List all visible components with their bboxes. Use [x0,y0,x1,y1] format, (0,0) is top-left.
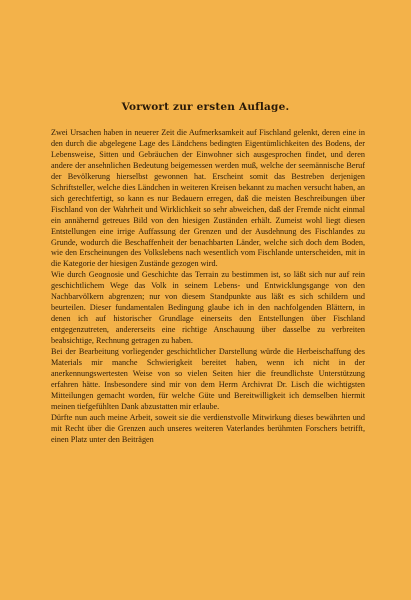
paragraph: Dürfte nun auch meine Arbeit, soweit sie die verdienstvolle Mitwirkung dieses bewährten und mit Recht über die Grenzen auch unseres weiteren Vaterlandes berühmten Forschers betrifft, einen Platz unter den Beiträgen [51,412,365,444]
paragraph: Bei der Bearbeitung vorliegender geschichtlicher Darstellung würde die Herbeischaffung des Materials mir manche Schwierigkeit bereitet haben, wenn ich nicht in der anerkennungswertesten Weise von so vielen Seiten hier die freundlichste Unterstützung erfahren hätte. Insbesondere sind mir von dem Herrn Archivrat Dr. Lisch die wichtigsten Mitteilungen gemacht worden, für welche Güte und Bereitwilligkeit ich demselben hiermit meinen tiefgefühlten Dank abzustatten mir erlaube. [51,347,365,411]
page-title: Vorwort zur ersten Auflage. [121,101,290,113]
paragraph: Wie durch Geognosie und Geschichte das Terrain zu bestimmen ist, so läßt sich nur auf rein geschichtlichem Wege das Volk in seinem Lebens- und Entwicklungsgange von den Nachbarvölkern abgrenzen; nur von diesem Standpunkte aus läßt es sich schildern und beurteilen. Dieser fundamentalen Bedingung glaube ich in den nachfolgenden Blättern, in denen ich auf historischer Grundlage einerseits den Entstellungen über Fischland entgegenzutreten, andererseits eine richtige Anschauung über dasselbe zu verbreiten beabsichtige, Rechnung getragen zu haben. [51,270,365,346]
paragraph: Zwei Ursachen haben in neuerer Zeit die Aufmerksamkeit auf Fischland gelenkt, deren eine in den durch die abgelegene Lage des Ländchens bedingten Eigentümlichkeiten des Bodens, der Lebensweise, Sitten und Gebräuchen der Einwohner sich ausgesprochen findet, und deren andere der ansehnlichen Bedeutung beigemessen werden muß, welche der seemännische Beruf der Bevölkerung hierselbst gewonnen hat. Erscheint somit das Bestreben derjenigen Schriftsteller, welche dies Ländchen in weiteren Kreisen bekannt zu machen versucht haben, an sich gerechtfertigt, so kann es nur Bedauern erregen, daß die meisten Beschreibungen über Fischland von der Wahrheit und Wirklichkeit so sehr abweichen, daß der Fremde nicht einmal ein annähernd getreues Bild von den hiesigen Zuständen erhält. Zumeist wohl liegt diesen Entstellungen eine irrige Auffassung der Grenzen und der Ausdehnung des Fischlandes zu Grunde, wodurch die Beschaffenheit der benachbarten Länder, welche sich doch dem Boden, wie den Erscheinungen des Volkslebens nach wesentlich vom Fischlande unterscheiden, mit in die Kategorie der hiesigen Zustände gezogen wird. [51,128,365,269]
body-text [51,128,365,446]
